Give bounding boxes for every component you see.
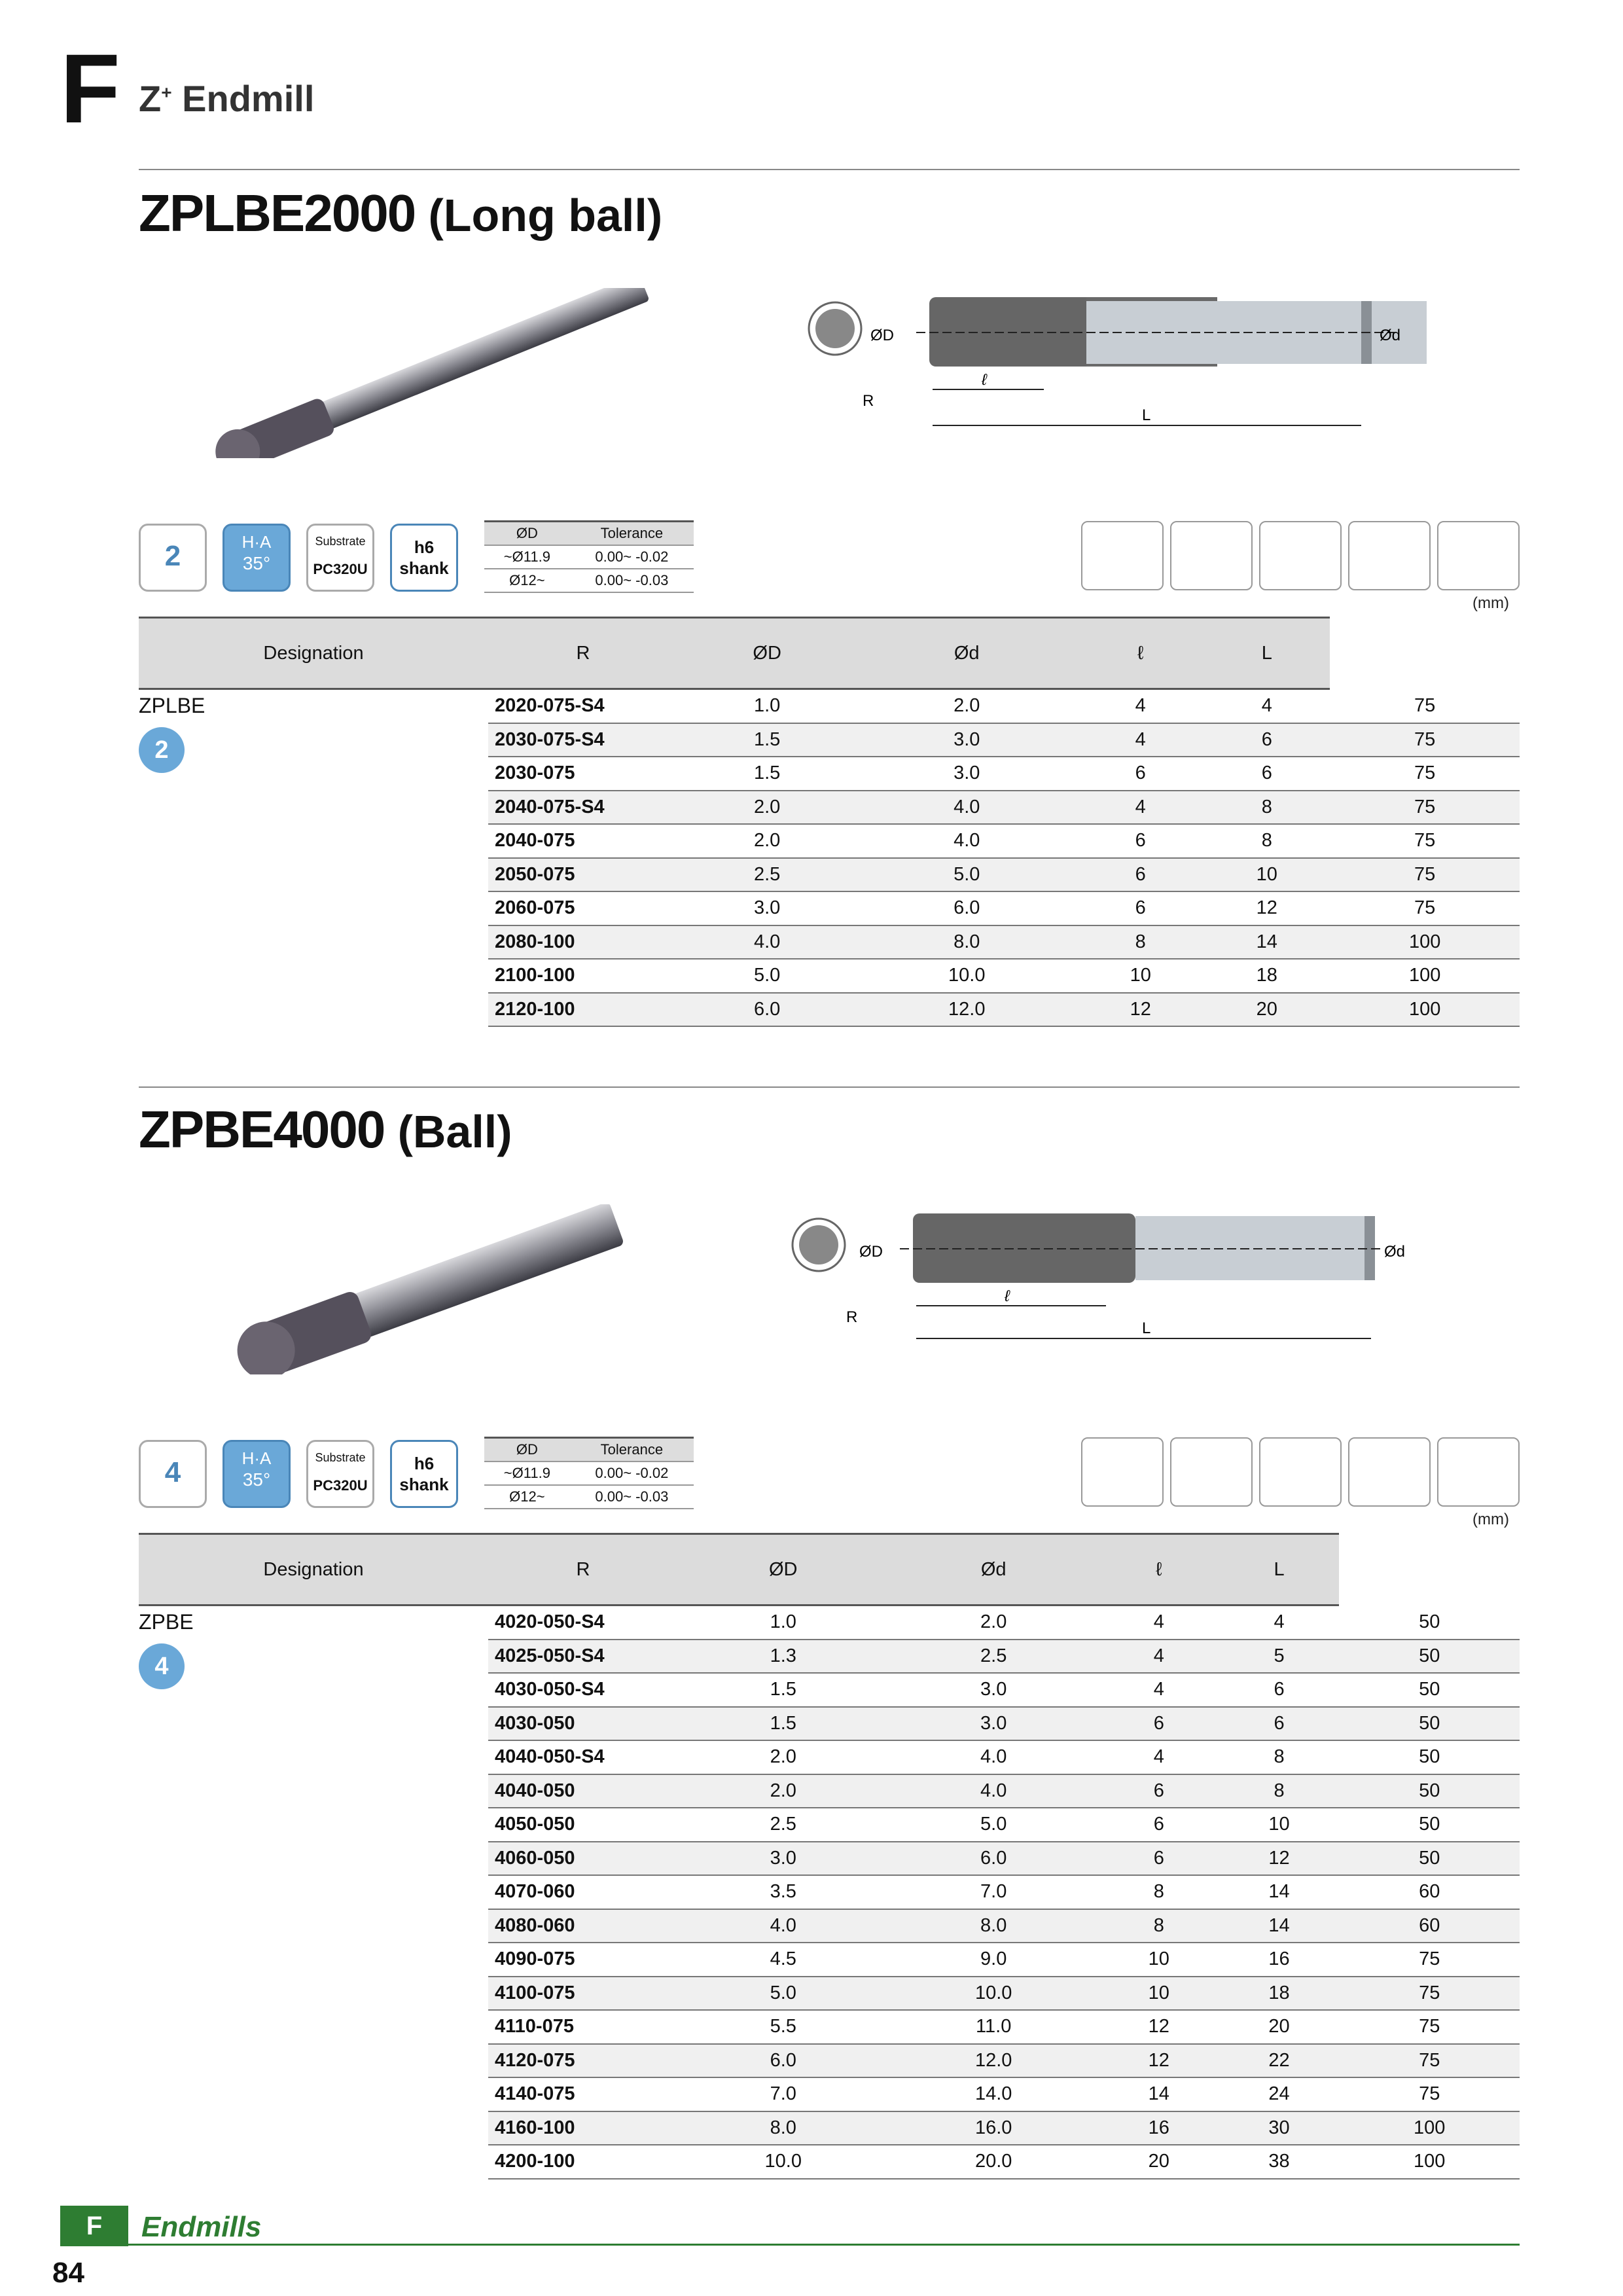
value-cell: 3.5 (678, 1875, 888, 1909)
designation-cell: 4050-050 (488, 1808, 678, 1842)
value-cell: 100 (1330, 925, 1520, 960)
value-cell: 8 (1219, 1740, 1340, 1774)
footer-rule (128, 2244, 1520, 2246)
value-cell: 50 (1339, 1673, 1520, 1707)
value-cell: 10 (1204, 858, 1330, 892)
col-flute-length: ℓ (1077, 618, 1204, 689)
value-cell: 5.0 (678, 959, 856, 993)
value-cell: 60 (1339, 1875, 1520, 1909)
designation-cell: 2020-075-S4 (488, 689, 678, 723)
value-cell: 100 (1339, 2111, 1520, 2145)
col-shank-dia: Ød (888, 1534, 1098, 1605)
value-cell: 50 (1339, 1842, 1520, 1876)
product-title: ZPBE4000 (Ball) (139, 1100, 512, 1158)
tolerance-table: ØD Tolerance ~Ø11.9 0.00~ -0.02 Ø12~ 0.00~ -0.03 (484, 1437, 694, 1509)
value-cell: 4 (1099, 1740, 1219, 1774)
designation-cell: 2100-100 (488, 959, 678, 993)
value-cell: 75 (1339, 2077, 1520, 2111)
col-dia: ØD (678, 1534, 888, 1605)
designation-cell: 4060-050 (488, 1842, 678, 1876)
col-designation: Designation (139, 618, 488, 689)
value-cell: 18 (1219, 1977, 1340, 2011)
value-cell: 75 (1330, 689, 1520, 723)
spec-badges (139, 1440, 479, 1512)
value-cell: 20 (1219, 2010, 1340, 2044)
value-cell: 75 (1330, 723, 1520, 757)
col-shank-dia: Ød (856, 618, 1077, 689)
value-cell: 5.5 (678, 2010, 888, 2044)
value-cell: 8 (1204, 824, 1330, 858)
series-name: ZPBE (139, 1610, 194, 1634)
svg-text:R: R (846, 1308, 858, 1326)
value-cell: 1.5 (678, 1673, 888, 1707)
col-dia: ØD (678, 618, 856, 689)
value-cell: 50 (1339, 1707, 1520, 1741)
value-cell: 20 (1099, 2145, 1219, 2179)
value-cell: 4 (1219, 1605, 1340, 1640)
value-cell: 6 (1204, 757, 1330, 791)
cavity-icon (1437, 521, 1520, 590)
value-cell: 3.0 (888, 1673, 1098, 1707)
value-cell: 75 (1330, 891, 1520, 925)
svg-text:ℓ: ℓ (982, 371, 987, 389)
value-cell: 3.0 (678, 891, 856, 925)
value-cell: 50 (1339, 1740, 1520, 1774)
value-cell: 75 (1339, 2010, 1520, 2044)
tool-photo-long-ball (196, 288, 668, 458)
designation-cell: 4110-075 (488, 2010, 678, 2044)
designation-cell: 4025-050-S4 (488, 1640, 678, 1674)
designation-cell: 4120-075 (488, 2044, 678, 2078)
unit-label: (mm) (1472, 594, 1509, 612)
value-cell: 12 (1204, 891, 1330, 925)
value-cell: 7.0 (678, 2077, 888, 2111)
unit-label: (mm) (1472, 1511, 1509, 1528)
spec-table (139, 617, 1520, 1027)
value-cell: 4.5 (678, 1943, 888, 1977)
value-cell: 1.5 (678, 757, 856, 791)
section-rule (139, 1086, 1520, 1088)
value-cell: 12 (1077, 993, 1204, 1027)
value-cell: 30 (1219, 2111, 1340, 2145)
value-cell: 7.0 (888, 1875, 1098, 1909)
col-overall-length: L (1204, 618, 1330, 689)
value-cell: 6 (1099, 1707, 1219, 1741)
value-cell: 2.0 (678, 1774, 888, 1808)
tool-photo-ball (223, 1204, 641, 1374)
value-cell: 4.0 (888, 1740, 1098, 1774)
value-cell: 5.0 (856, 858, 1077, 892)
value-cell: 5.0 (678, 1977, 888, 2011)
value-cell: 50 (1339, 1808, 1520, 1842)
svg-text:ØD: ØD (859, 1243, 883, 1261)
value-cell: 6 (1219, 1707, 1340, 1741)
value-cell: 2.5 (888, 1640, 1098, 1674)
value-cell: 10.0 (888, 1977, 1098, 2011)
designation-cell: 4040-050 (488, 1774, 678, 1808)
flute-count-badge: 2 (139, 524, 207, 592)
svg-text:R: R (863, 392, 874, 410)
slot-icon (1259, 521, 1342, 590)
designation-cell: 4080-060 (488, 1909, 678, 1943)
value-cell: 75 (1339, 1943, 1520, 1977)
spec-table (139, 1533, 1520, 2179)
designation-cell: 4200-100 (488, 2145, 678, 2179)
value-cell: 10.0 (856, 959, 1077, 993)
value-cell: 8 (1219, 1774, 1340, 1808)
designation-cell: 4030-050 (488, 1707, 678, 1741)
designation-cell: 4140-075 (488, 2077, 678, 2111)
value-cell: 24 (1219, 2077, 1340, 2111)
value-cell: 1.3 (678, 1640, 888, 1674)
value-cell: 100 (1330, 959, 1520, 993)
value-cell: 50 (1339, 1774, 1520, 1808)
designation-cell: 2040-075-S4 (488, 791, 678, 825)
value-cell: 12.0 (856, 993, 1077, 1027)
value-cell: 4 (1204, 689, 1330, 723)
value-cell: 6.0 (888, 1842, 1098, 1876)
value-cell: 8.0 (678, 2111, 888, 2145)
value-cell: 1.0 (678, 689, 856, 723)
col-designation: Designation (139, 1534, 488, 1605)
value-cell: 8.0 (856, 925, 1077, 960)
value-cell: 8 (1099, 1875, 1219, 1909)
designation-cell: 2030-075 (488, 757, 678, 791)
value-cell: 8.0 (888, 1909, 1098, 1943)
cavity-icon (1437, 1437, 1520, 1507)
value-cell: 4.0 (678, 925, 856, 960)
value-cell: 4 (1077, 689, 1204, 723)
shank-badge: h6 shank (390, 1440, 458, 1508)
slot-icon (1259, 1437, 1342, 1507)
designation-cell: 2120-100 (488, 993, 678, 1027)
section-title: Z+ Endmill (139, 78, 315, 119)
profiling-icon (1081, 1437, 1164, 1507)
designation-cell: 2030-075-S4 (488, 723, 678, 757)
value-cell: 3.0 (856, 757, 1077, 791)
tolerance-table: ØD Tolerance ~Ø11.9 0.00~ -0.02 Ø12~ 0.00~ -0.03 (484, 520, 694, 593)
value-cell: 2.5 (678, 1808, 888, 1842)
value-cell: 75 (1330, 858, 1520, 892)
series-cell (139, 689, 488, 1027)
svg-text:Ød: Ød (1380, 327, 1401, 344)
value-cell: 2.0 (888, 1605, 1098, 1640)
value-cell: 6 (1099, 1808, 1219, 1842)
svg-text:L: L (1142, 1319, 1151, 1337)
col-flute-length: ℓ (1099, 1534, 1219, 1605)
flute-icon: 4 (139, 1643, 185, 1689)
designation-cell: 2040-075 (488, 824, 678, 858)
footer-section-tab: F (60, 2206, 128, 2246)
dimension-diagram (785, 275, 1427, 432)
value-cell: 6 (1219, 1673, 1340, 1707)
designation-cell: 4070-060 (488, 1875, 678, 1909)
designation-cell: 4090-075 (488, 1943, 678, 1977)
designation-cell: 4020-050-S4 (488, 1605, 678, 1640)
col-r: R (488, 618, 678, 689)
value-cell: 16.0 (888, 2111, 1098, 2145)
application-icons (1081, 1437, 1526, 1509)
value-cell: 6 (1077, 824, 1204, 858)
value-cell: 1.0 (678, 1605, 888, 1640)
value-cell: 11.0 (888, 2010, 1098, 2044)
svg-text:Ød: Ød (1384, 1243, 1406, 1261)
shoulder-icon (1170, 521, 1253, 590)
substrate-badge: Substrate PC320U (306, 524, 374, 592)
designation-cell: 4100-075 (488, 1977, 678, 2011)
value-cell: 2.5 (678, 858, 856, 892)
value-cell: 12 (1099, 2044, 1219, 2078)
value-cell: 1.5 (678, 1707, 888, 1741)
series-cell (139, 1605, 488, 2179)
substrate-badge: Substrate PC320U (306, 1440, 374, 1508)
designation-cell: 2050-075 (488, 858, 678, 892)
value-cell: 16 (1219, 1943, 1340, 1977)
value-cell: 75 (1339, 2044, 1520, 2078)
designation-cell: 4040-050-S4 (488, 1740, 678, 1774)
value-cell: 10 (1077, 959, 1204, 993)
designation-cell: 2060-075 (488, 891, 678, 925)
value-cell: 6 (1099, 1774, 1219, 1808)
series-name: ZPLBE (139, 694, 205, 717)
pocket-icon (1348, 521, 1431, 590)
value-cell: 2.0 (678, 791, 856, 825)
value-cell: 1.5 (678, 723, 856, 757)
value-cell: 8 (1204, 791, 1330, 825)
value-cell: 3.0 (856, 723, 1077, 757)
flute-icon: 2 (139, 727, 185, 773)
footer-chapter-label: Endmills (141, 2211, 262, 2243)
value-cell: 12.0 (888, 2044, 1098, 2078)
value-cell: 4 (1099, 1605, 1219, 1640)
value-cell: 4.0 (856, 791, 1077, 825)
value-cell: 10 (1219, 1808, 1340, 1842)
col-overall-length: L (1219, 1534, 1340, 1605)
value-cell: 10.0 (678, 2145, 888, 2179)
value-cell: 16 (1099, 2111, 1219, 2145)
shank-badge: h6 shank (390, 524, 458, 592)
value-cell: 10 (1099, 1943, 1219, 1977)
value-cell: 75 (1330, 757, 1520, 791)
pocket-icon (1348, 1437, 1431, 1507)
value-cell: 6.0 (678, 993, 856, 1027)
value-cell: 6 (1077, 891, 1204, 925)
value-cell: 100 (1330, 993, 1520, 1027)
designation-cell: 4030-050-S4 (488, 1673, 678, 1707)
section-letter: F (60, 33, 120, 143)
dimension-diagram (769, 1191, 1423, 1348)
application-icons (1081, 521, 1526, 593)
helix-angle-badge: H·A 35° (223, 1440, 291, 1508)
value-cell: 3.0 (888, 1707, 1098, 1741)
value-cell: 38 (1219, 2145, 1340, 2179)
helix-angle-badge: H·A 35° (223, 524, 291, 592)
value-cell: 4.0 (678, 1909, 888, 1943)
spec-badges (139, 524, 479, 596)
value-cell: 8 (1077, 925, 1204, 960)
col-r: R (488, 1534, 678, 1605)
value-cell: 14 (1204, 925, 1330, 960)
value-cell: 4.0 (888, 1774, 1098, 1808)
value-cell: 6 (1077, 858, 1204, 892)
value-cell: 6 (1204, 723, 1330, 757)
svg-text:L: L (1142, 406, 1151, 424)
value-cell: 6 (1077, 757, 1204, 791)
shoulder-icon (1170, 1437, 1253, 1507)
table-row (139, 1605, 1520, 1640)
value-cell: 75 (1339, 1977, 1520, 2011)
value-cell: 18 (1204, 959, 1330, 993)
value-cell: 8 (1099, 1909, 1219, 1943)
value-cell: 6.0 (678, 2044, 888, 2078)
value-cell: 22 (1219, 2044, 1340, 2078)
value-cell: 75 (1330, 824, 1520, 858)
value-cell: 75 (1330, 791, 1520, 825)
value-cell: 2.0 (856, 689, 1077, 723)
value-cell: 2.0 (678, 1740, 888, 1774)
page-number: 84 (52, 2257, 84, 2289)
svg-text:ℓ: ℓ (1005, 1287, 1010, 1305)
value-cell: 4 (1099, 1640, 1219, 1674)
value-cell: 4 (1077, 791, 1204, 825)
value-cell: 50 (1339, 1605, 1520, 1640)
value-cell: 100 (1339, 2145, 1520, 2179)
designation-cell: 4160-100 (488, 2111, 678, 2145)
value-cell: 12 (1219, 1842, 1340, 1876)
value-cell: 4 (1077, 723, 1204, 757)
value-cell: 9.0 (888, 1943, 1098, 1977)
value-cell: 14 (1099, 2077, 1219, 2111)
value-cell: 20 (1204, 993, 1330, 1027)
table-row (139, 689, 1520, 723)
value-cell: 4 (1099, 1673, 1219, 1707)
value-cell: 6 (1099, 1842, 1219, 1876)
value-cell: 14 (1219, 1909, 1340, 1943)
value-cell: 5.0 (888, 1808, 1098, 1842)
value-cell: 10 (1099, 1977, 1219, 2011)
designation-cell: 2080-100 (488, 925, 678, 960)
value-cell: 6.0 (856, 891, 1077, 925)
value-cell: 5 (1219, 1640, 1340, 1674)
flute-count-badge: 4 (139, 1440, 207, 1508)
value-cell: 60 (1339, 1909, 1520, 1943)
value-cell: 4.0 (856, 824, 1077, 858)
value-cell: 20.0 (888, 2145, 1098, 2179)
value-cell: 50 (1339, 1640, 1520, 1674)
svg-text:ØD: ØD (870, 327, 894, 344)
value-cell: 12 (1099, 2010, 1219, 2044)
value-cell: 14 (1219, 1875, 1340, 1909)
header-rule (139, 169, 1520, 170)
value-cell: 3.0 (678, 1842, 888, 1876)
value-cell: 14.0 (888, 2077, 1098, 2111)
value-cell: 2.0 (678, 824, 856, 858)
profiling-icon (1081, 521, 1164, 590)
product-title: ZPLBE2000 (Long ball) (139, 184, 663, 242)
